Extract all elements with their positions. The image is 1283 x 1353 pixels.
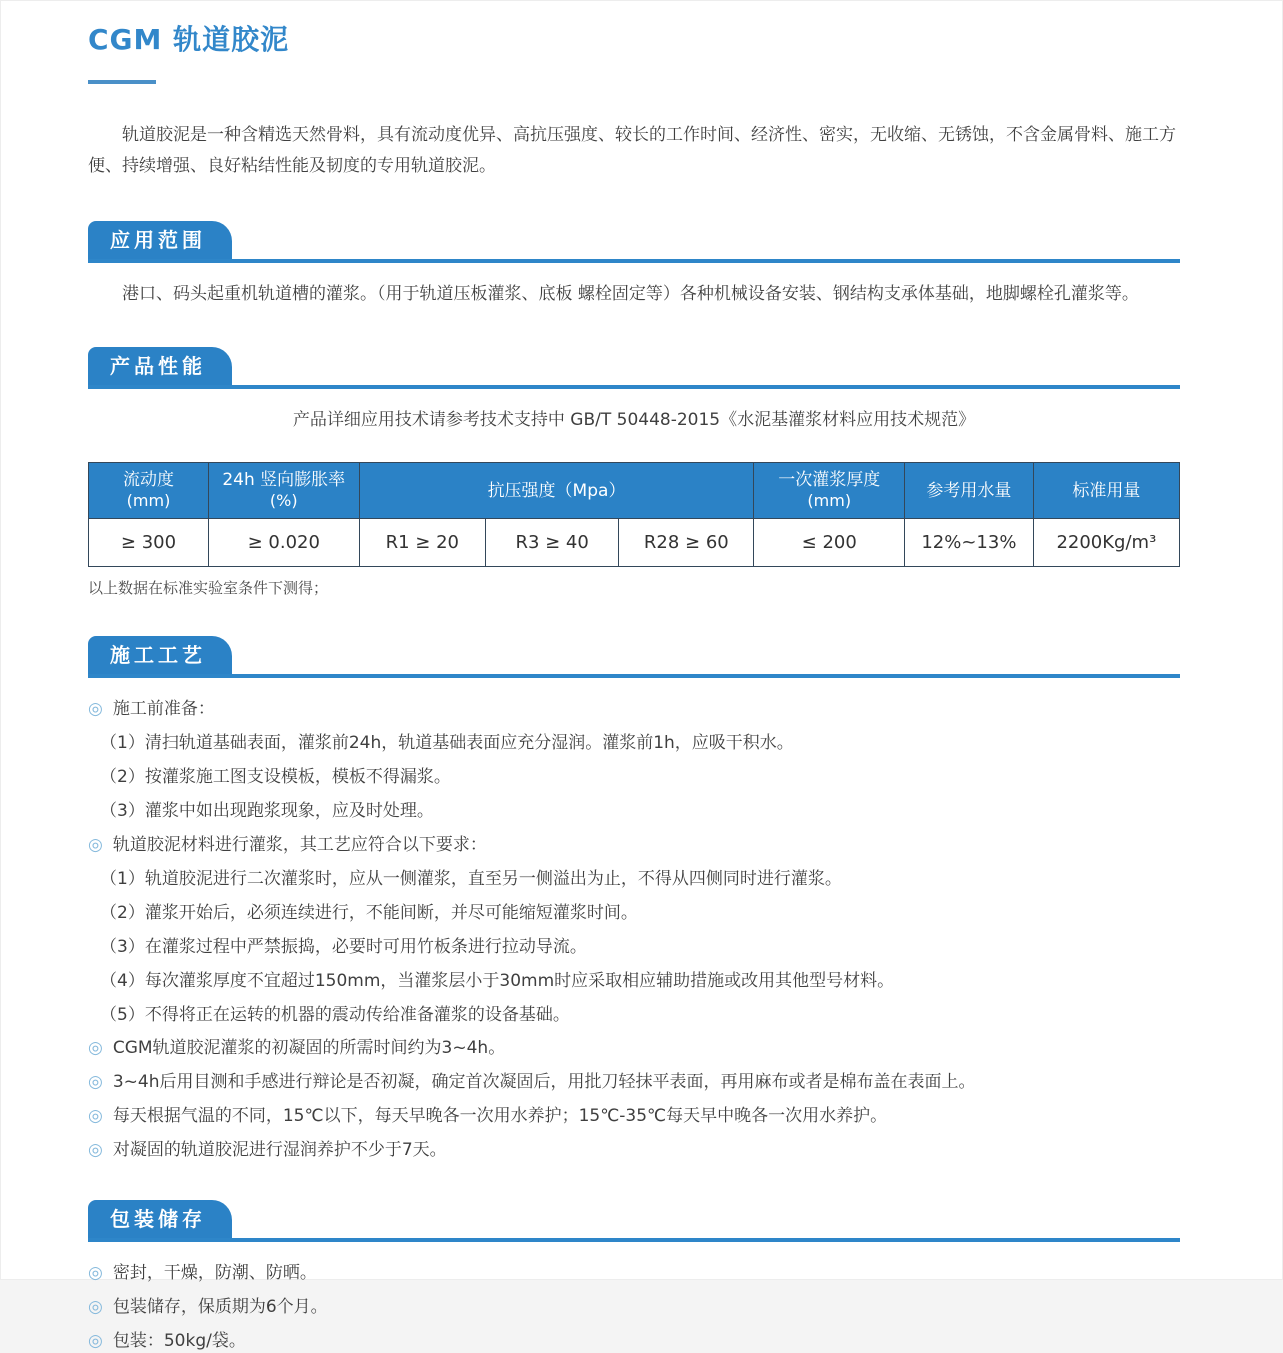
section-heading-rule bbox=[88, 1200, 1180, 1242]
cell-r3-value: R3 ≥ 40 bbox=[486, 519, 619, 567]
header-water-amount: 参考用水量 bbox=[905, 463, 1034, 519]
section-heading-rule bbox=[88, 347, 1180, 389]
bullseye-bullet-icon: ◎ bbox=[88, 1297, 103, 1318]
page-title: CGM 轨道胶泥 bbox=[88, 23, 290, 56]
list-item: ◎ 轨道胶泥材料进行灌浆，其工艺应符合以下要求： bbox=[88, 834, 487, 855]
list-item: ◎ 包装：50kg/袋。 bbox=[88, 1331, 246, 1352]
list-item: （2）按灌浆施工图支设模板，模板不得漏浆。 bbox=[100, 766, 451, 787]
bullseye-bullet-icon: ◎ bbox=[88, 1072, 103, 1093]
header-flow: 流动度 (mm) bbox=[89, 463, 209, 519]
section-application bbox=[88, 221, 1180, 310]
bullseye-bullet-icon: ◎ bbox=[88, 1038, 103, 1059]
list-item: （5）不得将正在运转的机器的震动传给准备灌浆的设备基础。 bbox=[100, 1004, 570, 1025]
cell-water-value: 12%~13% bbox=[905, 519, 1034, 567]
list-item: （3）在灌浆过程中严禁振捣，必要时可用竹板条进行拉动导流。 bbox=[100, 936, 587, 957]
bullseye-bullet-icon: ◎ bbox=[88, 1140, 103, 1161]
header-grout-thickness: 一次灌浆厚度 (mm) bbox=[754, 463, 905, 519]
section-heading-badge: 应用范围 bbox=[88, 221, 232, 259]
list-item: （1）清扫轨道基础表面，灌浆前24h，轨道基础表面应充分湿润。灌浆前1h，应吸干积水。 bbox=[100, 733, 794, 753]
list-item: ◎ 每天根据气温的不同，15℃以下，每天早晚各一次用水养护；15℃-35℃每天早中晚各一次用水养护。 bbox=[88, 1106, 888, 1127]
performance-table bbox=[88, 462, 1180, 567]
application-body: 港口、码头起重机轨道槽的灌浆。（用于轨道压板灌浆、底板 螺栓固定等）各种机械设备安装、钢结构支承体基础，地脚螺栓孔灌浆等。 bbox=[122, 283, 1139, 304]
section-heading-badge: 产品性能 bbox=[88, 347, 232, 385]
list-item: （4）每次灌浆厚度不宜超过150mm，当灌浆层小于30mm时应采取相应辅助措施或改用其他型号材料。 bbox=[100, 970, 895, 991]
list-item: （2）灌浆开始后，必须连续进行，不能间断，并尽可能缩短灌浆时间。 bbox=[100, 902, 638, 923]
list-item: （1）轨道胶泥进行二次灌浆时，应从一侧灌浆，直至另一侧溢出为止，不得从四侧同时进行灌浆。 bbox=[100, 868, 842, 889]
header-standard-dosage: 标准用量 bbox=[1033, 463, 1179, 519]
list-item: ◎ 3~4h后用目测和手感进行辩论是否初凝，确定首次凝固后，用批刀轻抹平表面，再用麻布或者是棉布盖在表面上。 bbox=[88, 1072, 976, 1093]
list-item: ◎ 密封，干燥，防潮、防晒。 bbox=[88, 1263, 317, 1284]
cell-r1-value: R1 ≥ 20 bbox=[359, 519, 486, 567]
cell-r28-value: R28 ≥ 60 bbox=[619, 519, 754, 567]
cell-dosage-value: 2200Kg/m³ bbox=[1033, 519, 1179, 567]
section-construction bbox=[88, 636, 1180, 1162]
list-item: （3）灌浆中如出现跑浆现象，应及时处理。 bbox=[100, 800, 434, 821]
section-packaging bbox=[88, 1200, 1180, 1353]
bullseye-bullet-icon: ◎ bbox=[88, 834, 103, 855]
bullseye-bullet-icon: ◎ bbox=[88, 1263, 103, 1284]
section-heading-badge: 包装储存 bbox=[88, 1200, 232, 1238]
performance-note: 产品详细应用技术请参考技术支持中 GB/T 50448-2015《水泥基灌浆材料应用技术规范》 bbox=[292, 410, 976, 431]
performance-footnote: 以上数据在标准实验室条件下测得； bbox=[88, 579, 329, 598]
list-item: ◎ 对凝固的轨道胶泥进行湿润养护不少于7天。 bbox=[88, 1140, 447, 1161]
list-item: ◎ 施工前准备： bbox=[88, 699, 215, 720]
section-performance bbox=[88, 347, 1180, 598]
construction-list bbox=[88, 698, 1180, 1162]
section-heading-rule bbox=[88, 221, 1180, 263]
header-compressive-strength: 抗压强度（Mpa） bbox=[359, 463, 754, 519]
header-expansion: 24h 竖向膨胀率 (%) bbox=[209, 463, 360, 519]
packaging-list bbox=[88, 1262, 1180, 1353]
table-header-row bbox=[89, 463, 1180, 519]
title-underline bbox=[88, 80, 156, 84]
intro-paragraph: 轨道胶泥是一种含精选天然骨料，具有流动度优异、高抗压强度、较长的工作时间、经济性、密实，无收缩、无锈蚀，不含金属骨料、施工方便、持续增强、良好粘结性能及韧度的专用轨道胶泥。 bbox=[88, 125, 1176, 177]
section-heading-badge: 施工工艺 bbox=[88, 636, 232, 674]
section-heading-rule bbox=[88, 636, 1180, 678]
list-item: ◎ 包装储存，保质期为6个月。 bbox=[88, 1297, 328, 1318]
table-data-row bbox=[89, 519, 1180, 567]
bullseye-bullet-icon: ◎ bbox=[88, 1331, 103, 1352]
bullseye-bullet-icon: ◎ bbox=[88, 699, 103, 720]
list-item: ◎ CGM轨道胶泥灌浆的初凝固的所需时间约为3~4h。 bbox=[88, 1038, 506, 1059]
cell-flow-value: ≥ 300 bbox=[89, 519, 209, 567]
cell-thickness-value: ≤ 200 bbox=[754, 519, 905, 567]
bullseye-bullet-icon: ◎ bbox=[88, 1106, 103, 1127]
cell-expansion-value: ≥ 0.020 bbox=[209, 519, 360, 567]
